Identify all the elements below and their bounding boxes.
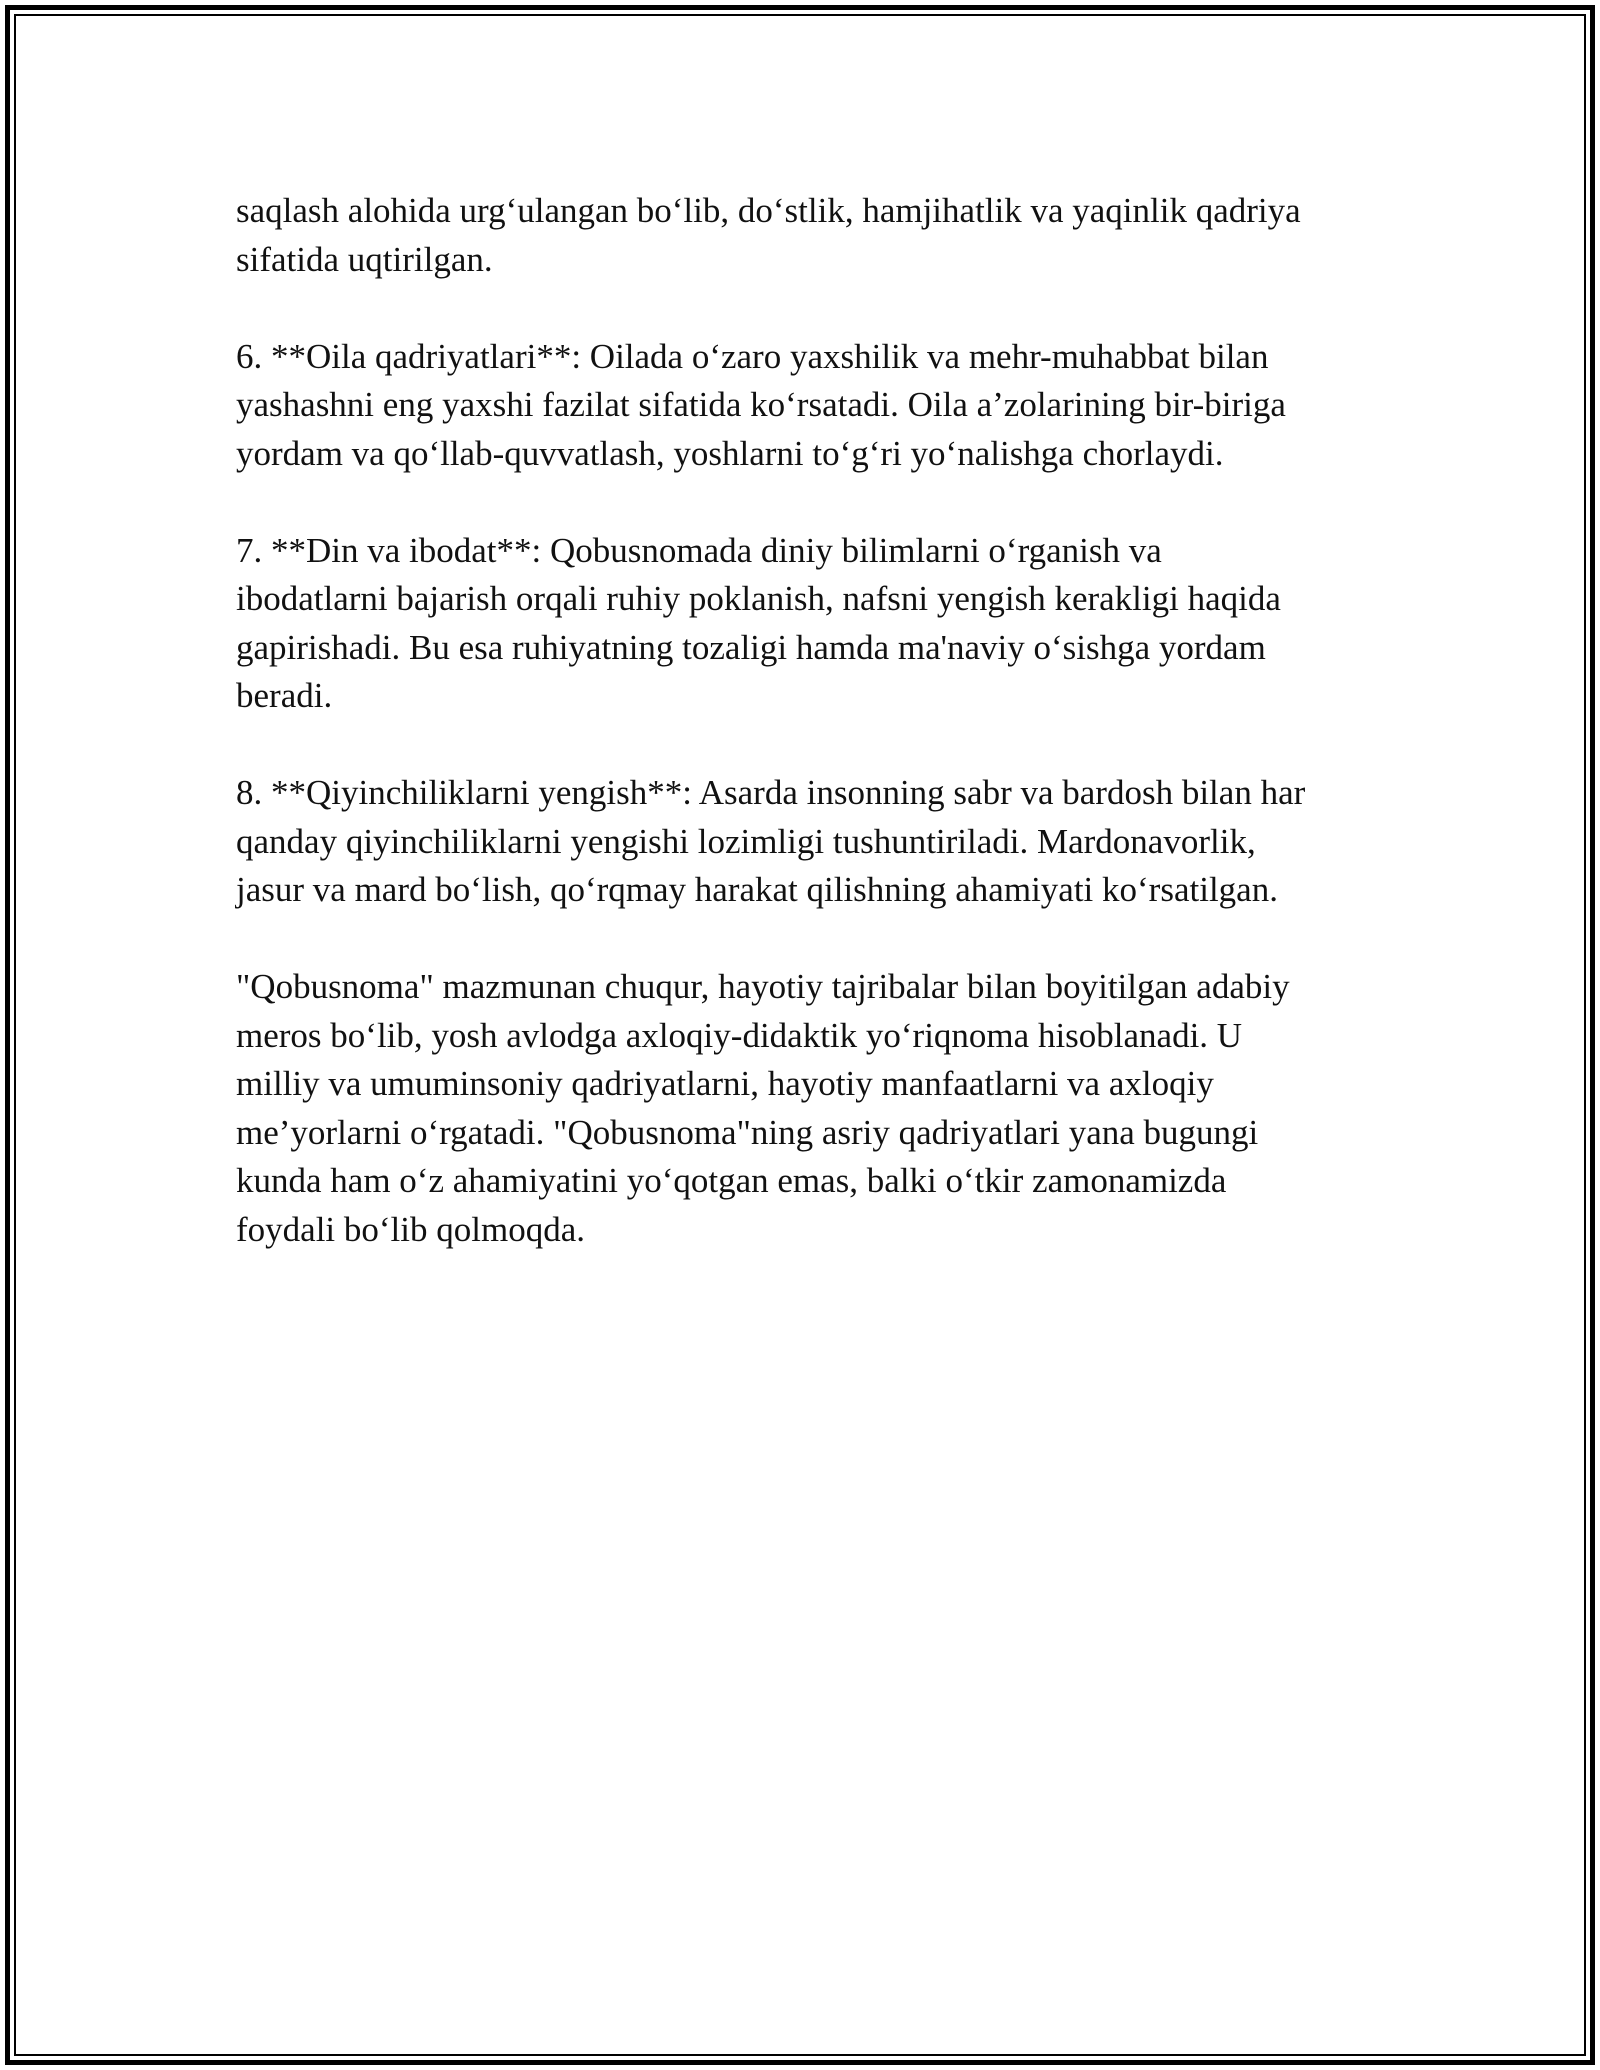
document-body	[236, 187, 1376, 1254]
paragraph-religion-worship: 7. **Din va ibodat**: Qobusnomada diniy bilimlarni o‘rganish va ibodatlarni bajarish orqali ruhiy poklanish, nafsni yengish kerakligi haqida gapirishadi. Bu esa ruhiyatning tozaligi hamda ma'naviy o‘sishga yordam beradi.	[236, 530, 1281, 715]
paragraph-overcoming-difficulties: 8. **Qiyinchiliklarni yengish**: Asarda insonning sabr va bardosh bilan har qanday qiyinchiliklarni yengishi lozimligi tushuntiriladi. Mardonavorlik, jasur va mard bo‘lish, qo‘rqmay harakat qilishning ahamiyati ko‘rsatilgan.	[236, 773, 1306, 909]
paragraph-continuation: saqlash alohida urg‘ulangan bo‘lib, do‘stlik, hamjihatlik va yaqinlik qadriya sifatida uqtirilgan.	[236, 191, 1301, 279]
paragraph-family-values: 6. **Oila qadriyatlari**: Oilada o‘zaro yaxshilik va mehr-muhabbat bilan yashashni eng yaxshi fazilat sifatida ko‘rsatadi. Oila a’zolarining bir-biriga yordam va qo‘llab-quvvatlash, yoshlarni to‘g‘ri yo‘nalishga chorlaydi.	[236, 336, 1286, 473]
paragraph-conclusion: "Qobusnoma" mazmunan chuqur, hayotiy tajribalar bilan boyitilgan adabiy meros bo‘lib, yosh avlodga axloqiy-didaktik yo‘riqnoma hisoblanadi. U milliy va umuminsoniy qadriyatlarni, hayotiy manfaatlarni va axloqiy me’yorlarni o‘rgatadi. "Qobusnoma"ning asriy qadriyatlari yana bugungi kunda ham o‘z ahamiyatini yo‘qotgan emas, balki o‘tkir zamonamizda foydali bo‘lib qolmoqda.	[236, 967, 1290, 1249]
